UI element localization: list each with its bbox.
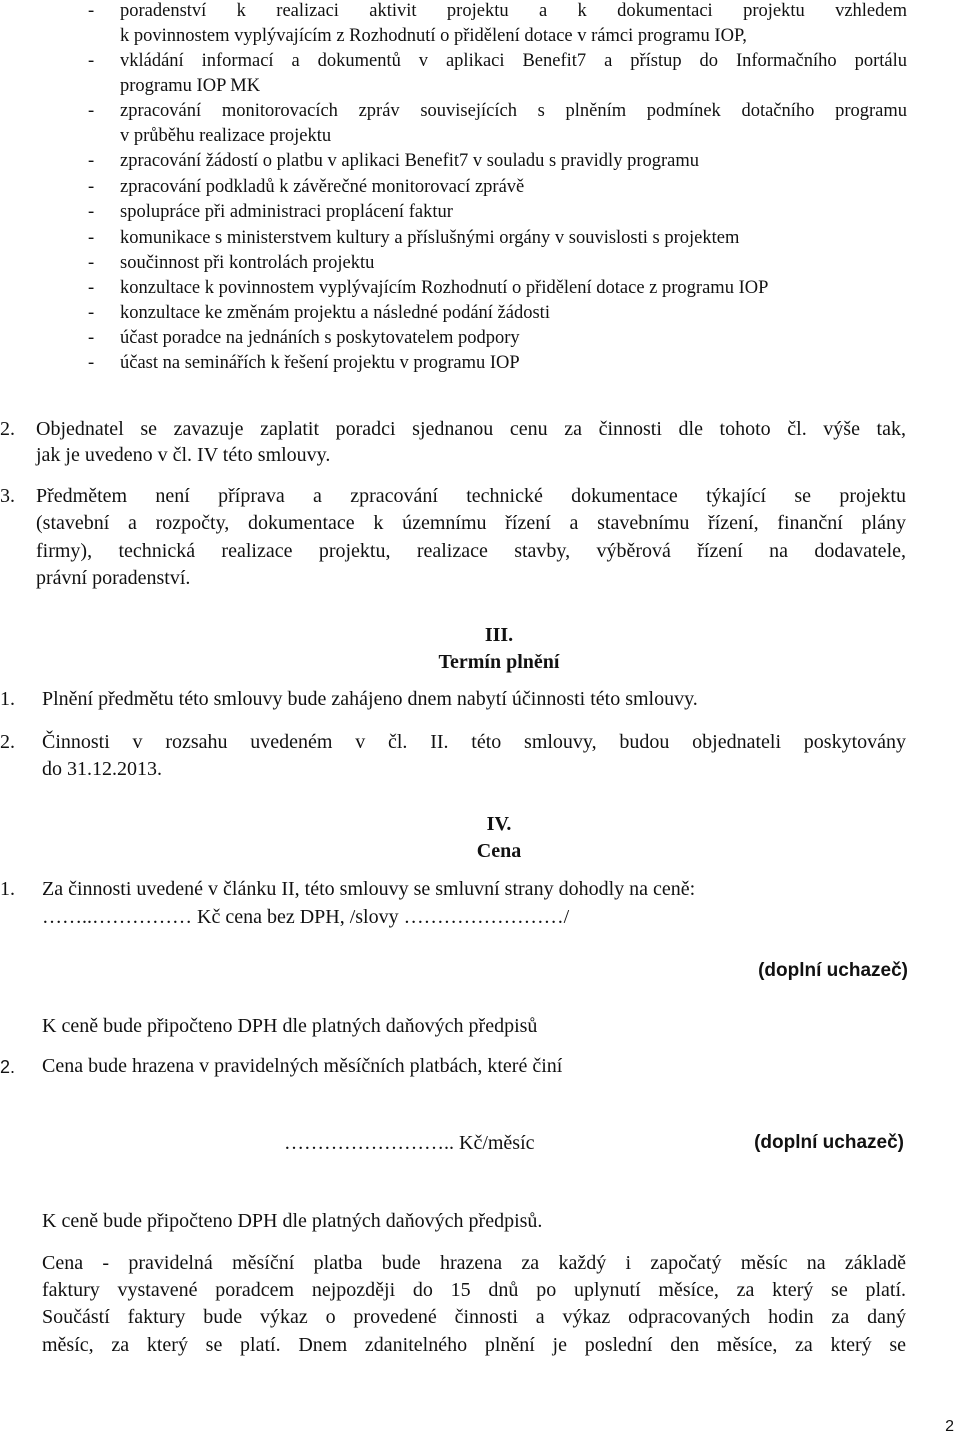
- paragraph-line: Cena - pravidelná měsíční platba bude hrazena za každý i započatý měsíc na základě: [42, 1252, 906, 1274]
- section-title: Termín plnění: [438, 651, 560, 673]
- monthly-label: Kč/měsíc: [454, 1132, 535, 1154]
- paragraph-number: 2.: [0, 731, 15, 753]
- monthly-blank: ……………………..: [284, 1132, 454, 1154]
- paragraph-line: Objednatel se zavazuje zaplatit poradci sjednanou cenu za činnosti dle tohoto čl. výše tak,: [36, 418, 906, 440]
- bullet-dash: -: [88, 51, 95, 71]
- bullet-dash: -: [88, 328, 95, 348]
- paragraph-line: faktury vystavené poradcem nejpozději do 15 dnů po uplynutí měsíce, za který se platí.: [42, 1279, 906, 1301]
- paragraph-number: 1.: [0, 688, 15, 710]
- page-number: 2: [945, 1418, 954, 1435]
- paragraph-number: 2.: [0, 418, 15, 440]
- vat-note: K ceně bude připočteno DPH dle platných daňových předpisů: [42, 1015, 538, 1037]
- list-item-line: vkládání informací a dokumentů v aplikaci Benefit7 a přístup do Informačního portálu: [120, 51, 907, 71]
- list-item-line: součinnost při kontrolách projektu: [120, 253, 375, 273]
- list-item-line: účast na seminářích k řešení projektu v programu IOP: [120, 353, 520, 373]
- list-item-line: účast poradce na jednáních s poskytovatelem podpory: [120, 328, 520, 348]
- list-item-line: konzultace k povinnostem vyplývajícím Rozhodnutí o přidělení dotace z programu IOP: [120, 278, 769, 298]
- paragraph-number: 1.: [0, 878, 15, 900]
- bullet-dash: -: [88, 353, 95, 373]
- words-blank: ……………………/: [403, 906, 570, 928]
- bullet-dash: -: [88, 151, 95, 171]
- bullet-dash: -: [88, 253, 95, 273]
- bullet-dash: -: [88, 228, 95, 248]
- paragraph-line: Součástí faktury bude výkaz o provedené činnosti a výkaz odpracovaných hodin za daný: [42, 1306, 906, 1328]
- section-title: Cena: [476, 840, 522, 862]
- list-item-line: zpracování žádostí o platbu v aplikaci Benefit7 v souladu s pravidly programu: [120, 151, 699, 171]
- bullet-dash: -: [88, 202, 95, 222]
- list-item-line: programu IOP MK: [120, 76, 261, 96]
- paragraph-line: jak je uvedeno v čl. IV této smlouvy.: [36, 444, 331, 466]
- paragraph-line: firmy), technická realizace projektu, realizace stavby, výběrová řízení na dodavatele,: [36, 540, 906, 562]
- list-item-line: k povinnostem vyplývajícím z Rozhodnutí o přidělení dotace v rámci programu IOP,: [120, 26, 747, 46]
- paragraph-line: měsíc, za který se platí. Dnem zdanitelného plnění je poslední den měsíce, za který se: [42, 1334, 906, 1356]
- list-item-line: spolupráce při administraci proplácení faktur: [120, 202, 453, 222]
- monthly-price-line: [284, 1130, 535, 1156]
- section-roman: IV.: [486, 813, 512, 835]
- bullet-dash: -: [88, 303, 95, 323]
- bullet-dash: -: [88, 177, 95, 197]
- paragraph-line: Předmětem není příprava a zpracování technické dokumentace týkající se projektu: [36, 485, 906, 507]
- list-item-line: poradenství k realizaci aktivit projektu a k dokumentaci projektu vzhledem: [120, 1, 907, 21]
- paragraph-line: Cena bude hrazena v pravidelných měsíčních platbách, které činí: [42, 1055, 563, 1077]
- price-blank: ……..……………: [42, 906, 197, 928]
- paragraph-line: do 31.12.2013.: [42, 758, 162, 780]
- bullet-dash: -: [88, 278, 95, 298]
- paragraph-line: (stavební a rozpočty, dokumentace k územnímu řízení a stavebnímu řízení, finanční plány: [36, 512, 906, 534]
- price-line: [42, 904, 569, 930]
- vat-note: K ceně bude připočteno DPH dle platných daňových předpisů.: [42, 1210, 543, 1232]
- bullet-dash: -: [88, 1, 95, 21]
- bullet-dash: -: [88, 101, 95, 121]
- paragraph-line: Za činnosti uvedené v článku II, této smlouvy se smluvní strany dohodly na ceně:: [42, 878, 696, 900]
- paragraph-number: 2.: [0, 1057, 16, 1077]
- fill-in-note: (doplní uchazeč): [754, 1132, 904, 1153]
- section-roman: III.: [484, 624, 514, 646]
- paragraph-line: Činnosti v rozsahu uvedeném v čl. II. této smlouvy, budou objednateli poskytovány: [42, 731, 906, 753]
- list-item-line: v průběhu realizace projektu: [120, 126, 332, 146]
- paragraph-line: právní poradenství.: [36, 567, 191, 589]
- fill-in-note: (doplní uchazeč): [758, 960, 908, 981]
- paragraph-line: Plnění předmětu této smlouvy bude zahájeno dnem nabytí účinnosti této smlouvy.: [42, 688, 698, 710]
- list-item-line: konzultace ke změnám projektu a následné podání žádosti: [120, 303, 550, 323]
- list-item-line: komunikace s ministerstvem kultury a příslušnými orgány v souvislosti s projektem: [120, 228, 740, 248]
- paragraph-number: 3.: [0, 485, 15, 507]
- list-item-line: zpracování monitorovacích zpráv souvisejících s plněním podmínek dotačního programu: [120, 101, 907, 121]
- price-label: Kč cena bez DPH, /slovy: [197, 906, 404, 928]
- list-item-line: zpracování podkladů k závěrečné monitorovací zprávě: [120, 177, 525, 197]
